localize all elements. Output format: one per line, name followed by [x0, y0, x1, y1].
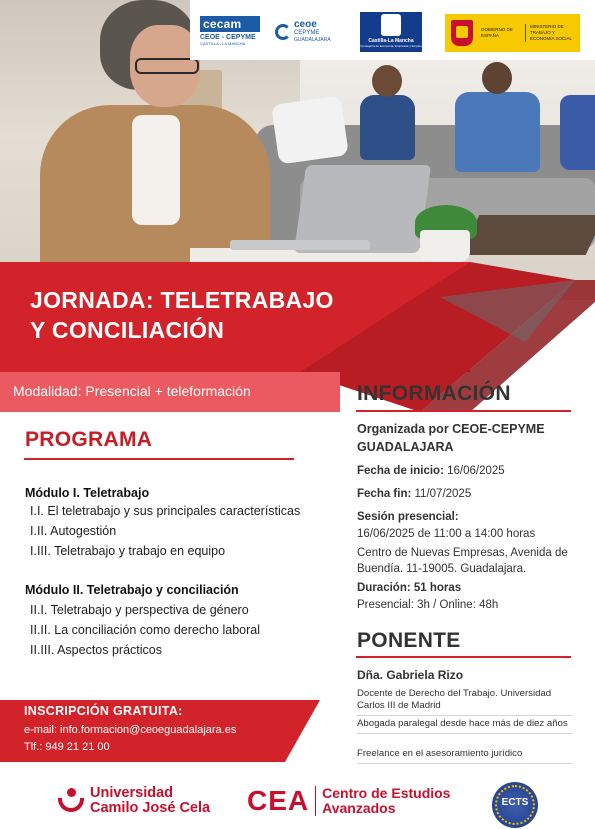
- sesion-label: Sesión presencial:: [357, 511, 459, 523]
- ucjc-logo: Universidad Camilo José Cela: [58, 786, 210, 816]
- duracion: Duración: 51 horas: [357, 582, 462, 594]
- cea-logo: CEA Centro de Estudios Avanzados: [247, 785, 451, 816]
- inscripcion-phone[interactable]: Tlf.: 949 21 21 00: [24, 741, 110, 753]
- clm-emblem-icon: [381, 14, 401, 36]
- castilla-la-mancha-logo: Castilla-La Mancha Consejería de Economía, Empresas y Empleo: [360, 12, 422, 52]
- module-2-title: Módulo II. Teletrabajo y conciliación: [25, 583, 239, 597]
- gobierno-espana-logo: GOBIERNO DE ESPAÑA MINISTERIO DE TRABAJO Y ECONOMÍA SOCIAL: [445, 14, 580, 52]
- modalidad-bar: [0, 372, 340, 412]
- sesion-value: 16/06/2025 de 11:00 a 14:00 horas: [357, 528, 536, 540]
- list-item: I.II. Autogestión: [30, 524, 117, 538]
- informacion-title: INFORMACIÓN: [357, 382, 511, 405]
- list-item: I.I. El teletrabajo y sus principales características: [30, 504, 301, 518]
- inscripcion-email[interactable]: e-mail: info.formacion@ceoeguadalajara.es: [24, 724, 237, 736]
- programa-title: PROGRAMA: [25, 428, 153, 451]
- module-1-title: Módulo I. Teletrabajo: [25, 486, 150, 500]
- ponente-name: Dña. Gabriela Rizo: [357, 668, 464, 682]
- fecha-inicio: Fecha de inicio: 16/06/2025: [357, 465, 505, 477]
- ponente-desc-1: Docente de Derecho del Trabajo. Universidad Carlos III de Madrid: [357, 688, 572, 716]
- ucjc-person-icon: [58, 788, 84, 814]
- spain-shield-icon: [451, 20, 473, 46]
- page-title: JORNADA: TELETRABAJO Y CONCILIACIÓN: [30, 287, 334, 343]
- horas-detalle: Presencial: 3h / Online: 48h: [357, 599, 499, 611]
- ceoe-logo: ceoe CEPYME GUADALAJARA: [275, 20, 331, 43]
- organizer: Organizada por CEOE-CEPYME GUADALAJARA: [357, 422, 545, 454]
- lugar-line-2: Buendía. 11-19005. Guadalajara.: [357, 563, 527, 575]
- list-item: II.II. La conciliación como derecho laboral: [30, 623, 260, 637]
- inscripcion-title: INSCRIPCIÓN GRATUITA:: [24, 704, 183, 718]
- ponente-title: PONENTE: [357, 629, 461, 652]
- ects-logo: ECTS: [492, 782, 538, 828]
- ponente-desc-2: Abogada paralegal desde hace más de diez años: [357, 718, 572, 734]
- ponente-desc-3: Freelance en el asesoramiento jurídico: [357, 748, 572, 764]
- lugar-line-1: Centro de Nuevas Empresas, Avenida de: [357, 547, 568, 559]
- list-item: I.III. Teletrabajo y trabajo en equipo: [30, 544, 226, 558]
- fecha-fin: Fecha fin: 11/07/2025: [357, 488, 472, 500]
- modalidad-text: Modalidad: Presencial + teleformación: [13, 383, 251, 399]
- ceoe-mark-icon: [275, 24, 291, 40]
- logo-bar: [190, 0, 595, 60]
- programa-divider: [24, 458, 294, 460]
- informacion-divider: [356, 410, 571, 412]
- cecam-logo: cecam CEOE - CEPYME CASTILLA - LA MANCHA: [200, 16, 260, 46]
- ponente-divider: [356, 656, 571, 658]
- list-item: II.I. Teletrabajo y perspectiva de género: [30, 603, 249, 617]
- list-item: II.III. Aspectos prácticos: [30, 643, 163, 657]
